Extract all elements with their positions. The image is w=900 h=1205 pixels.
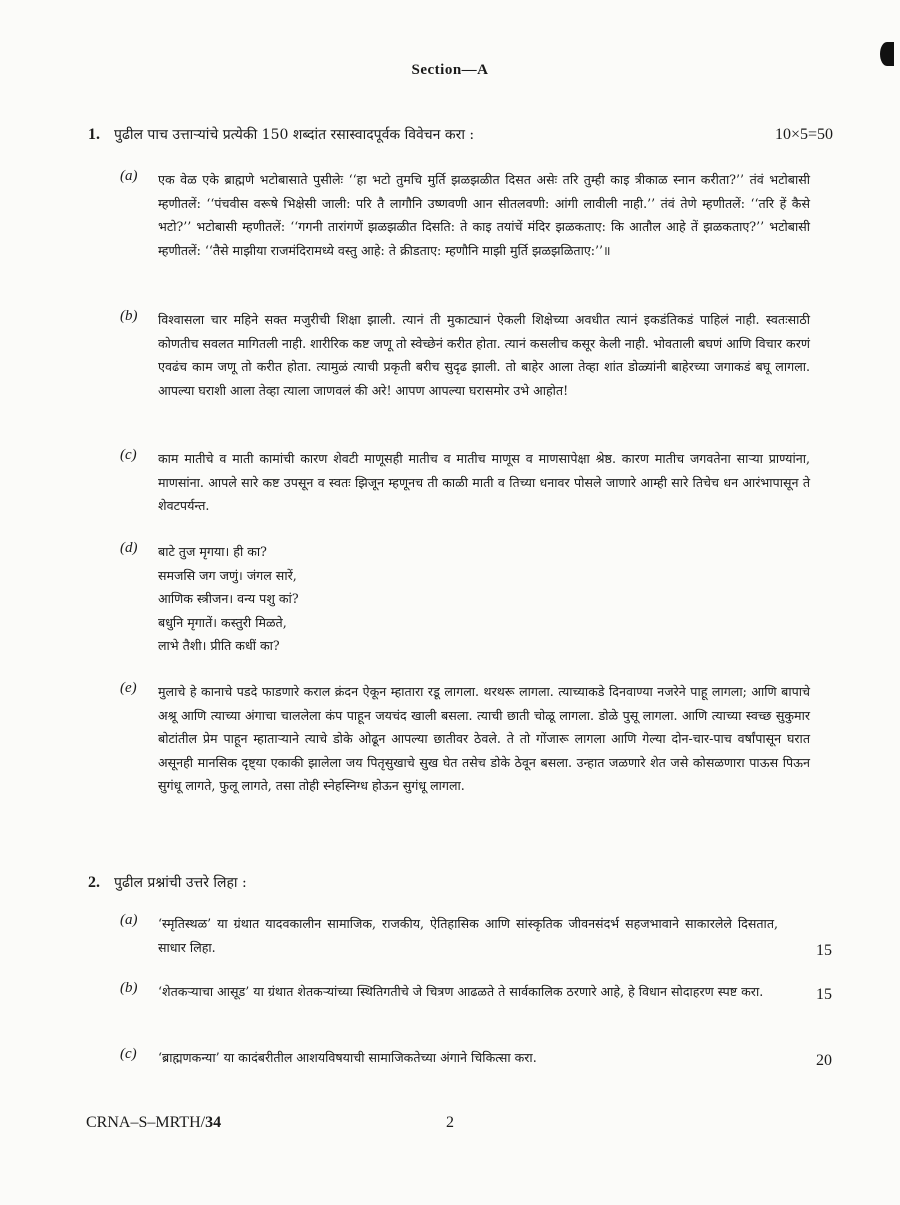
sub-question-text: ‘स्मृतिस्थळ’ या ग्रंथात यादवकालीन सामाजिक, राजकीय, ऐतिहासिक आणि सांस्कृतिक जीवनसंदर्भ सहजभावाने साकारलेले दिसतात, साधार लिहा. [158, 916, 778, 955]
section-title: Section—A [411, 62, 489, 78]
sub-question-marks: 15 [816, 942, 832, 959]
passage-a [120, 168, 810, 262]
sub-question-text: ‘ब्राह्मणकन्या’ या कादंबरीतील आशयविषयाची सामाजिकतेच्या अंगाने चिकित्सा करा. [158, 1050, 537, 1065]
passage-e [120, 680, 810, 798]
sub-question-label: (a) [120, 912, 138, 928]
sub-question-label: (b) [120, 980, 138, 996]
poem-line: आणिक स्त्रीजन। वन्य पशु कां? [158, 591, 299, 606]
passage-label: (c) [120, 447, 137, 463]
question-2c [120, 1046, 832, 1070]
passage-c [120, 447, 810, 518]
passage-text: काम मातीचे व माती कामांची कारण शेवटी माणूसही मातीच व मातीच माणूस व माणसापेक्षा श्रेष्ठ. कारण मातीच जगवतेना साऱ्या प्राण्यांना, माणसांना. आपले सारे कष्ट उपसून व स्वतः झिजून म्हणूनच ती काळी माती व तिच्या धनावर पोसले जाणारे आम्ही सारे तिचेच धन आरंभापासून ते शेवटपर्यन्त. [158, 451, 810, 513]
paper-code-number: 34 [205, 1114, 222, 1131]
passage-label: (d) [120, 540, 138, 556]
poem-line: समजसि जग जणुं। जंगल सारें, [158, 567, 297, 583]
question-number: 2. [88, 874, 100, 891]
poem-line: बधुनि मृगातें। कस्तुरी मिळते, [158, 614, 287, 630]
question-2a [120, 912, 832, 960]
passage-d [120, 540, 810, 658]
passage-text: मुलाचे हे कानाचे पडदे फाडणारे कराल क्रंदन ऐकून म्हातारा रडू लागला. थरथरू लागला. त्याच्याकडे दिनवाण्या नजरेने पाहू लागला; आणि बापाचे अश्रू आणि त्याच्या अंगाचा चाललेला कंप पाहून जयचंद खाली बसला. त्याची छाती चोळू लागला. डोळे पुसू लागला. आणि त्याच्या स्वच्छ सुकुमार बोटांतील प्रेम पाहून म्हाताऱ्याने त्याचे डोके ओढून आपल्या छातीवर ठेवले. ते तो गोंजारू लागला आणि गेल्या दोन-चार-पाच वर्षांपासून घरात असूनही मानसिक दृष्ट्या एकाकी झालेला जय पितृसुखाचे सुख घेत तसेच डोके ठेवून बसला. उन्हात जळणारे शेत जसे कोसळणारा पाऊस पिऊन सुगंधू लागते, फुलू लागते, तसा तोही स्नेहस्निग्ध होऊन सुगंधू लागला. [158, 684, 810, 793]
passage-text: विश्वासला चार महिने सक्त मजुरीची शिक्षा झाली. त्यानं ती मुकाट्यानं ऐकली शिक्षेच्या अवधीत त्यानं इकडंतिकडं पाहिलं नाही. स्वतःसाठी कोणतीच सवलत मागितली नाही. शारीरिक कष्ट जणू तो स्वेच्छेनं करीत होता. त्यानं कसलीच कसूर केली नाही. भोवताली बघणं आणि विचार करणं एवढंच काम जणू तो करीत होता. त्यामुळं त्याची प्रकृती बरीच सुदृढ झाली. तो बाहेर आला तेव्हा शांत डोळ्यांनी बाहेरच्या जगाकडं बघू लागला. आपल्या घराशी आला तेव्हा त्याला जाणवलं की अरे! आपण आपल्या घरासमोर उभे आहोत! [158, 312, 810, 398]
question-2b [120, 980, 832, 1004]
page-number: 2 [446, 1114, 454, 1131]
question-number: 1. [88, 126, 100, 143]
question-prompt: पुढील पाच उत्ताऱ्यांचे प्रत्येकी 150 शब्दांत रसास्वादपूर्वक विवेचन करा : [114, 127, 475, 143]
paper-code [86, 1114, 221, 1132]
passage-label: (b) [120, 308, 138, 324]
passage-label: (e) [120, 680, 137, 696]
paper-code-prefix: CRNA–S–MRTH/ [86, 1114, 206, 1131]
question-marks: 10×5=50 [774, 126, 833, 143]
poem-line: बाटे तुज मृगया। ही का? [158, 544, 267, 559]
passage-b [120, 308, 810, 402]
question-prompt: पुढील प्रश्नांची उत्तरे लिहा : [114, 875, 247, 891]
sub-question-marks: 15 [816, 986, 832, 1003]
sub-question-marks: 20 [816, 1052, 832, 1069]
passage-text: एक वेळ एके ब्राह्मणे भटोबासाते पुसीलेः ‘‘हा भटो तुमचि मुर्ति झळझळीत दिसत असेः तरि तुम्ही काइ त्रीकाळ स्नान करीता?’’ तंवं भटोबासी म्हणीतलें: ‘‘पंचवीस वरूषे भिक्षेसी जाली: परि तै लागौनि उष्णवणी आन सीतलवणी: आंगी लावीली नाही.’’ तंवं तेणे म्हणीतलें: ‘‘तरि हें कैसे भटो?’’ भटोबासी म्हणीतलें: ‘‘गगनी तारांगणें झळझळीत दिसति: ते काइ तयांचें मंदिर झळकताए: कि आतौल आहे तें झळकताए?’’ भटोबासी म्हणीतलें: ‘‘तैसे माझीया राजमंदिरामध्ये वस्तु आहे: ते क्रीडताए: म्हणौनि माझी मुर्ति झळझळिताए:’’॥ [158, 172, 810, 258]
poem [158, 540, 810, 658]
question-2-header [88, 872, 833, 894]
sub-question-text: ‘शेतकऱ्याचा आसूड’ या ग्रंथात शेतकऱ्यांच्या स्थितिगतीचे जे चित्रण आढळते ते सार्वकालिक ठरणारे आहे, हे विधान सोदाहरण स्पष्ट करा. [158, 984, 764, 999]
sub-question-label: (c) [120, 1046, 137, 1062]
poem-line: लाभे तैशी। प्रीति कधीं का? [158, 638, 280, 653]
passage-label: (a) [120, 168, 138, 184]
question-1-header [88, 124, 833, 146]
